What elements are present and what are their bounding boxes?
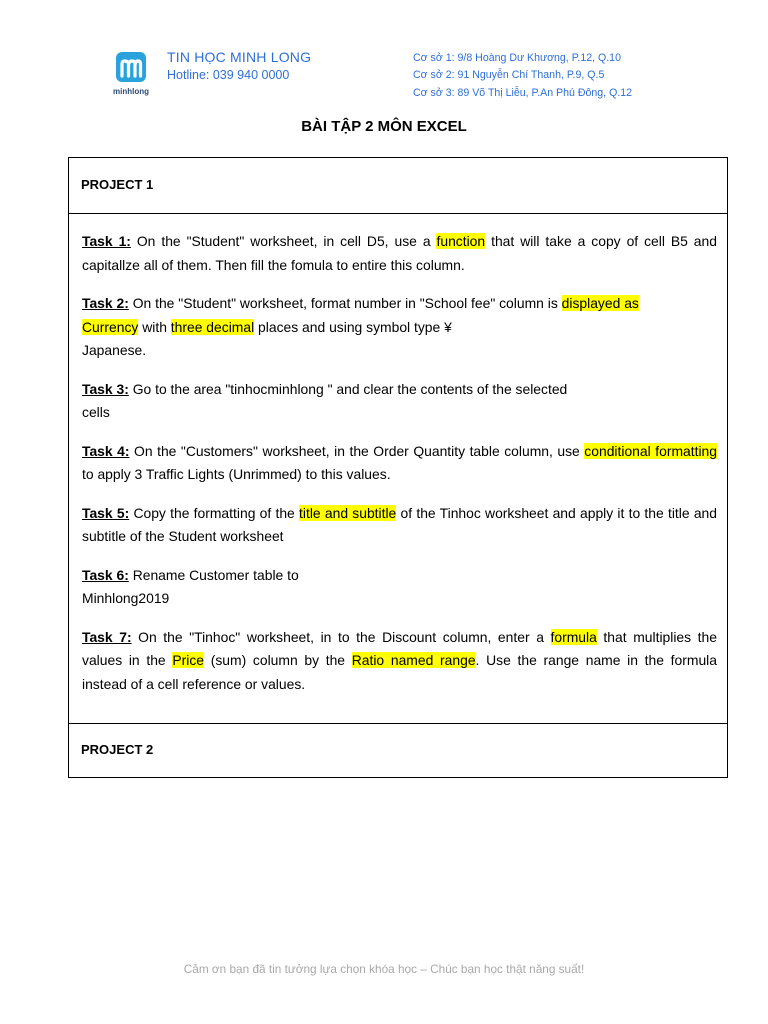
highlight: Currency: [82, 318, 139, 335]
task-text: that will take a copy of cell B5 and capitallze all of them. Then fill the fomula to entire this column.: [82, 233, 717, 273]
logo-text: minhlong: [113, 87, 149, 96]
task-6-label: Task 6:: [82, 566, 129, 583]
minhlong-logo-icon: [111, 52, 151, 98]
task-7-label: Task 7:: [82, 628, 132, 645]
task-text: Minhlong2019: [82, 590, 170, 606]
highlight: title and subtitle: [299, 504, 397, 521]
task-text: On the "Tinhoc" worksheet, in to the Discount column, enter a: [131, 628, 551, 645]
task-text: Copy the formatting of the: [129, 504, 300, 521]
task-2: [82, 292, 717, 363]
task-7: [82, 626, 717, 697]
highlight: Ratio named range: [351, 652, 476, 668]
task-text: to apply 3 Traffic Lights (Unrimmed) to this values.: [82, 466, 391, 482]
project-1-row: [69, 158, 727, 214]
highlight: conditional formatting: [584, 442, 717, 459]
task-4: [82, 440, 717, 487]
task-text: (sum) column by the: [204, 652, 352, 668]
task-5: [82, 502, 717, 549]
task-text: places and using symbol type ¥: [254, 318, 452, 335]
branch-list: [413, 50, 632, 102]
task-1: [82, 230, 717, 277]
org-info: [167, 48, 311, 84]
highlight: three decimal: [170, 318, 255, 335]
task-text: Go to the area "tinhocminhlong " and clear the contents of the selected: [128, 380, 568, 397]
page-footer: Cảm ơn bạn đã tin tưởng lựa chọn khóa học – Chúc bạn học thật năng suất!: [183, 962, 585, 976]
task-list: [82, 230, 717, 711]
project-2-label: PROJECT 2: [81, 742, 154, 757]
task-text: On the "Student" worksheet, in cell D5, use a: [130, 233, 437, 249]
task-text: that multiplies the values in the: [82, 628, 717, 668]
task-text: Japanese.: [82, 342, 147, 358]
project-table: [68, 157, 728, 778]
highlight: displayed as: [561, 295, 639, 311]
task-3-label: Task 3:: [82, 380, 129, 397]
task-text: . Use the range name in the formula instead of a cell reference or values.: [82, 652, 717, 692]
task-text: with: [138, 318, 171, 335]
task-3: [82, 378, 717, 425]
branch-3: Cơ sở 3: 89 Võ Thị Liễu, P.An Phú Đông, Q.12: [413, 86, 633, 99]
task-5-label: Task 5:: [82, 504, 130, 521]
task-6: [82, 564, 717, 611]
task-text: of the Tinhoc worksheet and apply it to the title and subtitle of the Student worksheet: [82, 504, 717, 544]
highlight: formula: [550, 628, 597, 645]
hotline: Hotline: 039 940 0000: [167, 68, 290, 82]
highlight: Price: [172, 652, 205, 668]
task-2-label: Task 2:: [82, 295, 129, 311]
project-1-label: PROJECT 1: [81, 177, 154, 192]
task-1-label: Task 1:: [82, 233, 131, 249]
task-text: On the "Customers" worksheet, in the Order Quantity table column, use: [129, 442, 585, 459]
org-name: TIN HỌC MINH LONG: [167, 49, 312, 65]
page-header: [0, 44, 768, 104]
task-text: Rename Customer table to: [128, 566, 299, 583]
task-text: cells: [82, 404, 110, 420]
task-4-label: Task 4:: [82, 442, 130, 459]
task-text: On the "Student" worksheet, format number in "School fee" column is: [128, 295, 562, 311]
branch-1: Cơ sở 1: 9/8 Hoàng Dư Khương, P.12, Q.10: [413, 52, 621, 64]
highlight: function: [436, 233, 486, 249]
project-2-row: [69, 723, 727, 778]
branch-2: Cơ sở 2: 91 Nguyễn Chí Thanh, P.9, Q.5: [413, 69, 605, 82]
document-title: BÀI TẬP 2 MÔN EXCEL: [301, 118, 467, 135]
